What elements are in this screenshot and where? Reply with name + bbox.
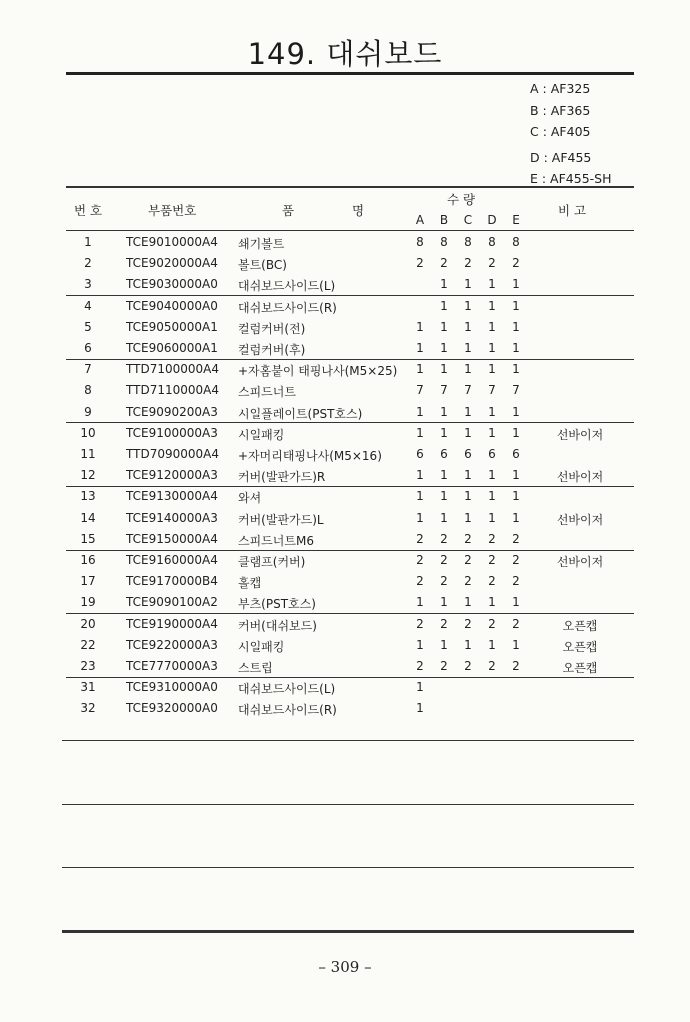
header-name-1: 품 <box>282 203 295 218</box>
qty-c: 2 <box>464 553 472 567</box>
blank-line <box>62 867 634 868</box>
group-rule <box>66 613 634 614</box>
qty-c: 6 <box>464 447 472 461</box>
qty-b: 2 <box>440 659 448 673</box>
header-note: 비 고 <box>558 203 587 218</box>
part-name: 커버(발판가드)R <box>238 470 326 485</box>
item-number: 5 <box>84 319 92 334</box>
qty-c: 1 <box>464 468 472 483</box>
header-qty: 수 량 <box>447 192 476 207</box>
table-row <box>66 231 634 252</box>
qty-a: 6 <box>416 447 424 461</box>
part-number: TCE7770000A3 <box>126 659 218 673</box>
qty-d: 2 <box>488 659 496 673</box>
item-number: 12 <box>80 468 96 483</box>
qty-a: 1 <box>416 701 424 716</box>
item-number: 7 <box>84 362 92 377</box>
qty-d: 2 <box>488 574 496 589</box>
part-number: TCE9120000A3 <box>126 468 218 483</box>
qty-c: 1 <box>464 595 472 610</box>
qty-d: 1 <box>488 510 496 525</box>
qty-e: 1 <box>512 425 520 440</box>
qty-e: 1 <box>512 595 520 610</box>
qty-d: 1 <box>488 637 496 652</box>
qty-d: 1 <box>488 362 496 377</box>
qty-c: 1 <box>464 298 472 313</box>
qty-b: 2 <box>440 574 448 589</box>
qty-b: 1 <box>440 510 448 525</box>
qty-d: 7 <box>488 383 496 398</box>
item-number: 23 <box>80 659 96 673</box>
table-row <box>66 295 634 316</box>
qty-e: 1 <box>512 468 520 483</box>
note: 선바이저 <box>556 555 604 569</box>
item-number: 17 <box>80 574 96 589</box>
table-row <box>66 422 634 443</box>
item-number: 32 <box>80 701 96 716</box>
part-number: TTD7090000A4 <box>126 447 219 461</box>
qty-e: 1 <box>512 489 520 504</box>
qty-d: 1 <box>488 319 496 334</box>
qty-a: 1 <box>416 510 424 525</box>
part-number: TTD7100000A4 <box>126 362 219 377</box>
item-number: 4 <box>84 298 92 313</box>
part-number: TCE9320000A0 <box>126 701 218 716</box>
header-name-2: 명 <box>352 203 365 218</box>
qty-b: 2 <box>440 531 448 546</box>
table-row <box>66 697 634 718</box>
qty-d: 2 <box>488 553 496 567</box>
part-number: TCE9150000A4 <box>126 531 218 546</box>
qty-c: 2 <box>464 531 472 546</box>
item-number: 8 <box>84 383 92 398</box>
item-number: 10 <box>80 425 96 440</box>
qty-b: 1 <box>440 277 448 292</box>
qty-d: 2 <box>488 616 496 631</box>
part-name: 커버(발판가드)L <box>238 512 324 527</box>
qty-b: 8 <box>440 235 448 249</box>
qty-b: 1 <box>440 489 448 504</box>
part-number: TCE9310000A0 <box>126 680 218 695</box>
qty-e: 2 <box>512 616 520 631</box>
qty-a: 1 <box>416 341 424 355</box>
qty-b: 7 <box>440 383 448 398</box>
qty-a: 1 <box>416 489 424 504</box>
part-number: TCE9190000A4 <box>126 616 218 631</box>
table-row <box>66 528 634 549</box>
model-b: B : AF365 <box>530 102 591 118</box>
item-number: 11 <box>80 447 96 461</box>
table-top-rule <box>66 186 634 188</box>
qty-b: 2 <box>440 616 448 631</box>
part-number: TCE9130000A4 <box>126 489 218 504</box>
blank-line <box>62 740 634 741</box>
header-col-b: B <box>439 213 449 227</box>
table-row <box>66 273 634 294</box>
qty-e: 1 <box>512 341 520 355</box>
part-name: 대쉬보드사이드(R) <box>238 300 337 315</box>
model-a: A : AF325 <box>530 81 591 96</box>
qty-b: 2 <box>440 553 448 567</box>
qty-b: 1 <box>440 637 448 652</box>
qty-d: 1 <box>488 489 496 504</box>
part-number: TCE9020000A4 <box>126 256 218 271</box>
qty-d: 2 <box>488 256 496 271</box>
part-name: 컬럼커버(후) <box>238 343 306 357</box>
part-name: 스트립 <box>238 661 273 675</box>
part-name: 스피드너트 <box>238 385 296 400</box>
qty-b: 1 <box>440 425 448 440</box>
table-row <box>66 401 634 422</box>
header-col-d: D <box>487 213 497 227</box>
qty-a: 2 <box>416 616 424 631</box>
header-no: 번 호 <box>74 203 103 218</box>
qty-e: 6 <box>512 447 520 461</box>
qty-d: 1 <box>488 341 496 355</box>
qty-c: 1 <box>464 489 472 504</box>
qty-d: 1 <box>488 298 496 313</box>
qty-c: 2 <box>464 616 472 631</box>
table-row <box>66 549 634 570</box>
part-name: 쇄기볼트 <box>238 237 285 251</box>
qty-d: 1 <box>488 595 496 610</box>
qty-a: 2 <box>416 256 424 271</box>
qty-b: 2 <box>440 256 448 271</box>
qty-a: 1 <box>416 319 424 334</box>
group-rule <box>66 677 634 678</box>
table-row <box>66 443 634 464</box>
qty-c: 1 <box>464 637 472 652</box>
page-title: 149. 대쉬보드 <box>247 37 443 71</box>
header-col-a: A <box>415 213 425 227</box>
qty-d: 1 <box>488 425 496 440</box>
item-number: 9 <box>84 404 92 419</box>
qty-a: 1 <box>416 468 424 483</box>
qty-a: 1 <box>416 637 424 652</box>
qty-d: 8 <box>488 235 496 249</box>
qty-e: 2 <box>512 574 520 589</box>
table-row <box>66 634 634 655</box>
item-number: 22 <box>80 637 96 652</box>
part-name: 시일패킹 <box>238 639 285 654</box>
table-row <box>66 252 634 273</box>
table-row <box>66 570 634 591</box>
qty-e: 1 <box>512 637 520 652</box>
part-number: TCE9090100A2 <box>126 595 218 610</box>
qty-e: 2 <box>512 256 520 271</box>
part-name: +자머리태핑나사(M5×16) <box>238 449 382 463</box>
qty-c: 1 <box>464 319 472 334</box>
qty-a: 1 <box>416 425 424 440</box>
part-name: 컬럼커버(전) <box>238 321 306 336</box>
qty-c: 2 <box>464 256 472 271</box>
item-number: 2 <box>84 256 92 271</box>
table-row <box>66 379 634 400</box>
note: 오픈캡 <box>562 618 598 633</box>
qty-b: 1 <box>440 341 448 355</box>
part-name: 홀캡 <box>238 576 262 591</box>
table-row <box>66 358 634 379</box>
qty-c: 2 <box>464 574 472 589</box>
qty-e: 2 <box>512 531 520 546</box>
part-name: 대쉬보드사이드(R) <box>238 703 337 718</box>
note: 오픈캡 <box>562 661 598 675</box>
qty-c: 8 <box>464 235 472 249</box>
qty-a: 1 <box>416 680 424 695</box>
group-rule <box>66 295 634 296</box>
qty-c: 1 <box>464 404 472 419</box>
part-number: TCE9090200A3 <box>126 404 218 419</box>
item-number: 16 <box>80 553 96 567</box>
item-number: 20 <box>80 616 96 631</box>
note: 선바이저 <box>556 470 604 485</box>
item-number: 6 <box>84 341 92 355</box>
part-name: 시일플레이트(PST호스) <box>238 406 363 421</box>
item-number: 19 <box>80 595 96 610</box>
table-row <box>66 316 634 337</box>
qty-a: 1 <box>416 404 424 419</box>
note: 오픈캡 <box>562 639 598 654</box>
part-number: TCE9140000A3 <box>126 510 218 525</box>
item-number: 31 <box>80 680 96 695</box>
note: 선바이저 <box>556 512 604 527</box>
model-c: C : AF405 <box>530 124 591 139</box>
part-name: 시일패킹 <box>238 427 285 442</box>
part-number: TTD7110000A4 <box>126 383 219 398</box>
qty-d: 1 <box>488 277 496 292</box>
model-d: D : AF455 <box>530 149 592 165</box>
table-row <box>66 655 634 676</box>
table-row <box>66 507 634 528</box>
part-name: 클램프(커버) <box>238 555 306 569</box>
title-rule <box>66 72 634 75</box>
qty-a: 2 <box>416 531 424 546</box>
qty-a: 7 <box>416 383 424 398</box>
item-number: 3 <box>84 277 92 292</box>
page-number: – 309 – <box>318 958 372 976</box>
part-number: TCE9040000A0 <box>126 298 218 313</box>
bottom-rule <box>62 930 634 933</box>
header-col-c: C <box>463 213 473 227</box>
qty-e: 8 <box>512 235 520 249</box>
note: 선바이저 <box>556 427 604 442</box>
part-number: TCE9220000A3 <box>126 637 218 652</box>
part-number: TCE9160000A4 <box>126 553 218 567</box>
qty-a: 1 <box>416 362 424 377</box>
qty-b: 1 <box>440 595 448 610</box>
model-e: E : AF455-SH <box>530 171 612 186</box>
qty-a: 2 <box>416 659 424 673</box>
part-number: TCE9030000A0 <box>126 277 218 292</box>
qty-a: 8 <box>416 235 424 249</box>
qty-b: 1 <box>440 319 448 334</box>
qty-e: 7 <box>512 383 520 398</box>
part-name: 와셔 <box>238 491 262 506</box>
qty-e: 1 <box>512 277 520 292</box>
qty-a: 2 <box>416 553 424 567</box>
group-rule <box>66 486 634 487</box>
item-number: 1 <box>84 235 92 249</box>
qty-e: 1 <box>512 510 520 525</box>
qty-a: 2 <box>416 574 424 589</box>
qty-b: 1 <box>440 468 448 483</box>
qty-c: 7 <box>464 383 472 398</box>
table-row <box>66 591 634 612</box>
qty-b: 1 <box>440 404 448 419</box>
qty-d: 1 <box>488 404 496 419</box>
part-name: 대쉬보드사이드(L) <box>238 682 336 697</box>
part-number: TCE9050000A1 <box>126 319 218 334</box>
part-number: TCE9170000B4 <box>126 574 218 589</box>
part-name: 스피드너트M6 <box>238 533 314 548</box>
qty-d: 2 <box>488 531 496 546</box>
part-number: TCE9060000A1 <box>126 341 218 355</box>
qty-c: 1 <box>464 277 472 292</box>
qty-e: 1 <box>512 362 520 377</box>
qty-a: 1 <box>416 595 424 610</box>
qty-b: 1 <box>440 362 448 377</box>
part-name: 볼트(BC) <box>238 258 287 273</box>
qty-e: 2 <box>512 553 520 567</box>
table-row <box>66 464 634 485</box>
qty-b: 1 <box>440 298 448 313</box>
qty-e: 1 <box>512 319 520 334</box>
qty-e: 1 <box>512 298 520 313</box>
part-name: 부츠(PST호스) <box>238 597 316 612</box>
part-number: TCE9100000A3 <box>126 425 218 440</box>
part-name: 커버(대쉬보드) <box>238 618 317 633</box>
group-rule <box>66 422 634 423</box>
table-row <box>66 337 634 358</box>
table-row <box>66 676 634 697</box>
blank-line <box>62 804 634 805</box>
item-number: 15 <box>80 531 96 546</box>
qty-d: 1 <box>488 468 496 483</box>
part-number: TCE9010000A4 <box>126 235 218 249</box>
qty-c: 2 <box>464 659 472 673</box>
qty-c: 1 <box>464 510 472 525</box>
table-row <box>66 485 634 506</box>
model-legend <box>530 78 612 190</box>
group-rule <box>66 359 634 360</box>
part-name: +자홈붙이 태핑나사(M5×25) <box>238 364 398 379</box>
item-number: 14 <box>80 510 96 525</box>
qty-e: 1 <box>512 404 520 419</box>
header-part-no: 부품번호 <box>148 203 197 218</box>
qty-c: 1 <box>464 341 472 355</box>
qty-c: 1 <box>464 362 472 377</box>
part-name: 대쉬보드사이드(L) <box>238 279 336 294</box>
qty-b: 6 <box>440 447 448 461</box>
item-number: 13 <box>80 489 96 504</box>
qty-e: 2 <box>512 659 520 673</box>
qty-d: 6 <box>488 447 496 461</box>
group-rule <box>66 550 634 551</box>
header-col-e: E <box>512 213 520 227</box>
qty-c: 1 <box>464 425 472 440</box>
table-row <box>66 613 634 634</box>
